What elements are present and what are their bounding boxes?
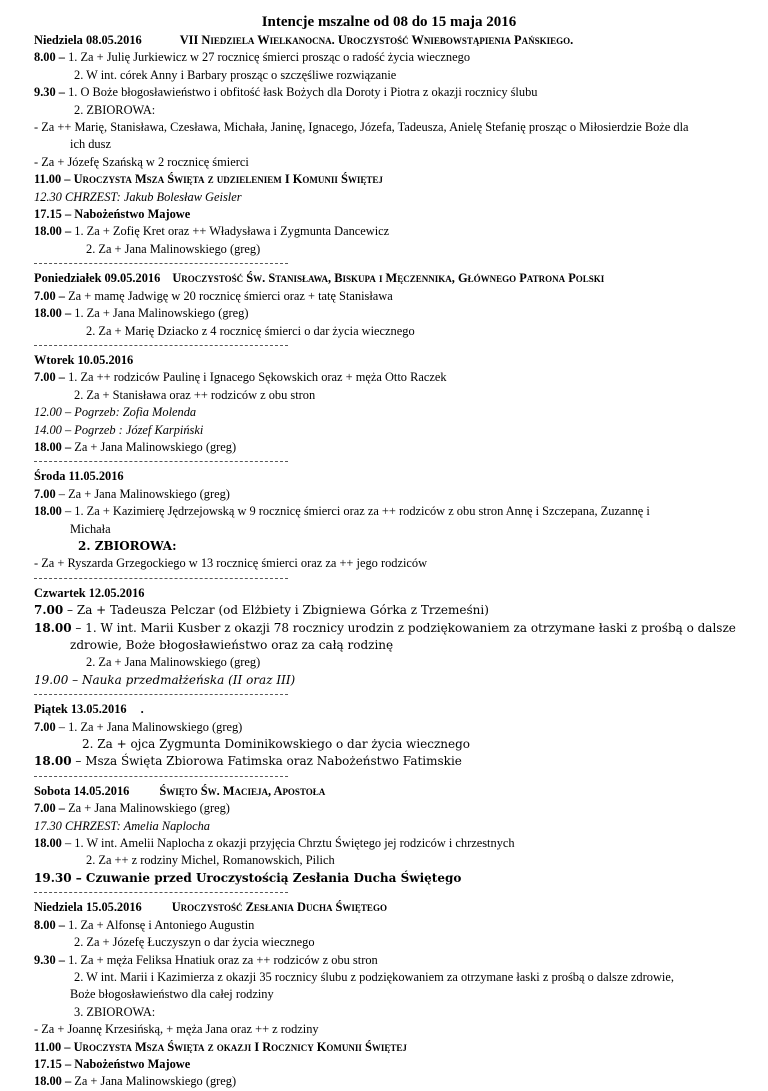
day-feast: VII Niedziela Wielkanocna. Uroczystość Wniebowstąpienia Pańskiego. xyxy=(179,33,574,47)
intention-line: 7.00 – Za + Jana Malinowskiego (greg) xyxy=(34,486,230,501)
day-feast: Uroczystość Zesłania Ducha Świętego xyxy=(171,900,387,915)
funeral-line: 12.00 – Pogrzeb: Zofia Molenda xyxy=(34,405,197,420)
intention-line: Michała xyxy=(70,521,111,536)
intention-line: Boże błogosławieństwo dla całej rodziny xyxy=(70,987,274,1002)
intention-line: 2. Za + ojca Zygmunta Dominikowskiego o dar życia wiecznego xyxy=(82,737,471,752)
intention-line: 11.00 – Uroczysta Msza Święta z okazji I Rocznicy Komunii Świętej xyxy=(34,1039,407,1054)
separator xyxy=(34,776,288,778)
baptism-line: 17.30 CHRZEST: Amelia Naplocha xyxy=(34,818,210,833)
vigil-line: 19.30 – Czuwanie przed Uroczystością Zesłania Ducha Świętego xyxy=(34,870,462,885)
day-header-thu12: Czwartek 12.05.2016 xyxy=(34,585,145,600)
intention-line: 18.00 – 1. W int. Marii Kusber z okazji 78 rocznicy urodzin z podziękowaniem za otrzymane łaski z prośbą o dalsze xyxy=(34,620,736,635)
intention-line: - Za + Ryszarda Grzegockiego w 13 rocznicę śmierci oraz za ++ jego rodziców xyxy=(34,556,428,571)
intention-line: 9.30 – 1. O Boże błogosławieństwo i obfitość łask Bożych dla Doroty i Piotra z okazji rocznicy ślubu xyxy=(34,85,538,100)
intention-line: 18.00 – 1. Za + Zofię Kret oraz ++ Władysława i Zygmunta Dancewicz xyxy=(34,224,390,239)
day-date: Niedziela 08.05.2016 xyxy=(34,33,142,47)
day-header-sun8 xyxy=(34,32,734,49)
day-header-sun15 xyxy=(34,899,734,916)
day-header-wed11: Środa 11.05.2016 xyxy=(34,469,124,484)
intention-line: - Za + Joannę Krzesińską, + męża Jana oraz ++ z rodziny xyxy=(34,1022,319,1037)
intention-line: 2. Za + Jana Malinowskiego (greg) xyxy=(86,241,261,256)
separator xyxy=(34,578,288,580)
intention-line: 7.00 – Za + Jana Malinowskiego (greg) xyxy=(34,801,230,816)
intention-line: 3. ZBIOROWA: xyxy=(74,1004,156,1019)
day-header-sat14 xyxy=(34,783,734,800)
intention-line: 18.00 – Za + Jana Malinowskiego (greg) xyxy=(34,1074,237,1089)
separator xyxy=(34,345,288,347)
intention-line: 2. Za + Marię Dziacko z 4 rocznicę śmierci o dar życia wiecznego xyxy=(86,323,415,338)
day-date: Piątek 13.05.2016 xyxy=(34,702,127,717)
intention-line: 18.00 – 1. W int. Amelii Naplocha z okazji przyjęcia Chrztu Świętego jej rodziców i chrzestnych xyxy=(34,836,515,851)
separator xyxy=(34,461,288,463)
day-feast: Święto Św. Macieja, Apostoła xyxy=(159,783,326,798)
intention-line: 18.00 – 1. Za + Kazimierę Jędrzejowską w 9 rocznicę śmierci oraz za ++ rodziców z obu stron Annę i Szczepana, Zuzannę i xyxy=(34,504,650,519)
intention-line: 9.30 – 1. Za + męża Feliksa Hnatiuk oraz za ++ rodziców z obu stron xyxy=(34,952,378,967)
separator xyxy=(34,892,288,894)
day-date: Poniedziałek 09.05.2016 xyxy=(34,271,161,286)
intention-line: 2. ZBIOROWA: xyxy=(78,538,177,553)
document-title: Intencje mszalne od 08 do 15 maja 2016 xyxy=(261,14,517,30)
intention-line: 7.00 – Za + mamę Jadwigę w 20 rocznicę śmierci oraz + tatę Stanisława xyxy=(34,288,393,303)
service-line: 17.15 – Nabożeństwo Majowe xyxy=(34,207,191,222)
intention-line: 7.00 – 1. Za + Jana Malinowskiego (greg) xyxy=(34,719,243,734)
intention-line: 2. W int. córek Anny i Barbary prosząc o szczęśliwe rozwiązanie xyxy=(74,67,397,82)
intention-line: 2. Za ++ z rodziny Michel, Romanowskich, Pilich xyxy=(86,853,335,868)
day-header-mon9 xyxy=(34,270,734,287)
intention-line: zdrowie, Boże błogosławieństwo oraz za całą rodzinę xyxy=(70,638,394,652)
day-header-tue10: Wtorek 10.05.2016 xyxy=(34,352,134,367)
intention-line: 2. Za + Jana Malinowskiego (greg) xyxy=(86,655,261,670)
funeral-line: 14.00 – Pogrzeb : Józef Karpiński xyxy=(34,422,204,437)
day-feast: Uroczystość Św. Stanisława, Biskupa i Męczennika, Głównego Patrona Polski xyxy=(172,271,605,286)
day-date: Niedziela 15.05.2016 xyxy=(34,900,142,915)
course-line: 19.00 – Nauka przedmałżeńska (II oraz III) xyxy=(34,672,296,687)
baptism-line: 12.30 CHRZEST: Jakub Bolesław Geisler xyxy=(34,189,242,204)
intention-line: 18.00 – Za + Jana Malinowskiego (greg) xyxy=(34,439,237,454)
intention-line: 11.00 – Uroczysta Msza Święta z udzieleniem I Komunii Świętej xyxy=(34,172,383,187)
intention-line: - Za ++ Marię, Stanisława, Czesława, Michała, Janinę, Ignacego, Józefa, Tadeusza, Anielę Stefanię prosząc o Miłosierdzie Boże dla xyxy=(34,120,689,135)
intention-line: - Za + Józefę Szańską w 2 rocznicę śmierci xyxy=(34,154,249,169)
service-line: 17.15 – Nabożeństwo Majowe xyxy=(34,1056,191,1071)
intention-line: 2. ZBIOROWA: xyxy=(74,102,156,117)
intention-line: 2. W int. Marii i Kazimierza z okazji 35 rocznicy ślubu z podziękowaniem za otrzymane łaski z prośbą o dalsze zdrowie, xyxy=(74,969,674,984)
intention-line: 2. Za + Józefę Łuczyszyn o dar życia wiecznego xyxy=(74,935,315,950)
day-date: Sobota 14.05.2016 xyxy=(34,783,130,798)
intention-line: 7.00 – Za + Tadeusza Pelczar (od Elżbiety i Zbigniewa Górka z Trzemeśni) xyxy=(34,603,489,618)
intention-line: ich dusz xyxy=(70,137,111,152)
intention-line: 7.00 – 1. Za ++ rodziców Paulinę i Ignacego Sękowskich oraz + męża Otto Raczek xyxy=(34,370,447,385)
separator xyxy=(34,694,288,696)
intention-line: 8.00 – 1. Za + Julię Jurkiewicz w 27 rocznicę śmierci prosząc o radość życia wiecznego xyxy=(34,50,471,65)
day-header-fri13: Piątek 13.05.2016 . xyxy=(34,702,144,717)
intention-line: 18.00 – 1. Za + Jana Malinowskiego (greg) xyxy=(34,306,249,321)
intention-line: 2. Za + Stanisława oraz ++ rodziców z obu stron xyxy=(74,387,316,402)
intention-line: 18.00 – Msza Święta Zbiorowa Fatimska oraz Nabożeństwo Fatimskie xyxy=(34,754,462,769)
intention-line: 8.00 – 1. Za + Alfonsę i Antoniego Augustin xyxy=(34,917,255,932)
separator xyxy=(34,263,288,265)
